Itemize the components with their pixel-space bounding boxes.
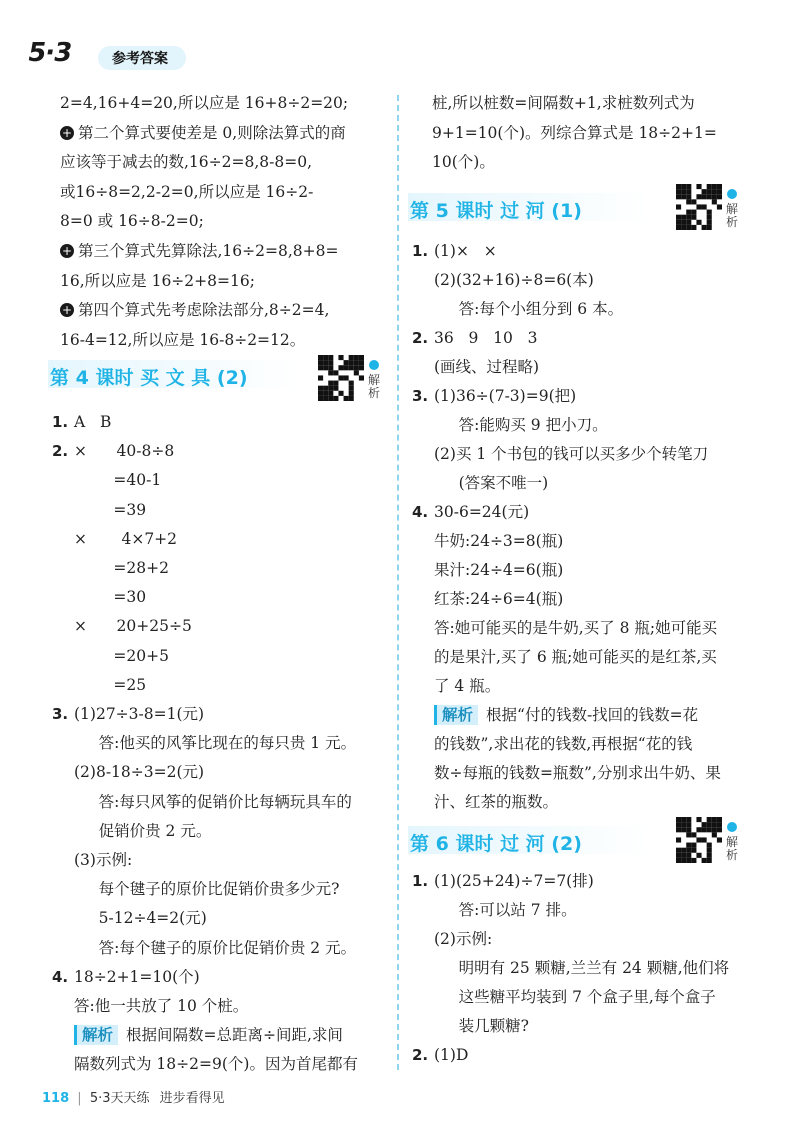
text-line: [412, 502, 529, 522]
question-number: 3.: [52, 705, 69, 723]
text-line: [52, 850, 132, 870]
text-line: [52, 821, 211, 841]
line-text: (1)27÷3-8=1(元): [74, 705, 205, 723]
qr-code-lesson-5[interactable]: [676, 184, 722, 230]
text-line: [52, 938, 356, 958]
line-text: 18÷2+1=10(个): [74, 967, 200, 986]
text-line: [60, 182, 313, 202]
text-line: [52, 529, 177, 549]
line-text: 36 9 10 3: [434, 329, 538, 347]
line-text: 每个毽子的原价比促销价贵多少元?: [74, 880, 340, 899]
line-text: 第三个算式先算除法,16÷2=8,8+8=: [78, 242, 339, 260]
text-line: [412, 705, 698, 725]
text-line: [412, 328, 538, 348]
text-line: [412, 357, 539, 377]
analysis-tag: 解析: [434, 705, 478, 725]
text-line: [60, 211, 204, 231]
line-text: 答:她可能买的是牛奶,买了 8 瓶;她可能买: [434, 619, 718, 637]
line-text: 了 4 瓶。: [434, 677, 501, 695]
line-text: 应该等于减去的数,16÷2=8,8-8=0,: [60, 153, 313, 172]
line-text: =39: [74, 500, 147, 519]
text-line: [412, 386, 576, 406]
line-text: =25: [74, 675, 147, 694]
question-number: 1.: [412, 242, 429, 260]
line-text: 10(个)。: [432, 153, 495, 172]
line-text: 根据间隔数=总距离÷间距,求间: [126, 1026, 343, 1045]
line-text: =30: [74, 588, 147, 607]
text-line: [412, 958, 729, 978]
line-text: × 20+25÷5: [74, 617, 192, 636]
text-line: [412, 241, 497, 261]
text-line: [412, 444, 708, 464]
question-number: 3.: [412, 387, 429, 405]
line-text: (1)D: [434, 1046, 469, 1064]
text-line: [52, 733, 356, 753]
question-number: 2.: [412, 329, 429, 347]
line-text: × 40-8÷8: [74, 442, 175, 461]
text-line: [412, 473, 548, 493]
line-text: (1)36÷(7-3)=9(把): [434, 387, 577, 405]
qr-code-lesson-6[interactable]: [676, 817, 722, 863]
text-line: [60, 300, 329, 320]
line-text: (2)8-18÷3=2(元): [74, 763, 205, 782]
line-text: 8=0 或 16÷8-2=0;: [60, 212, 204, 231]
line-text: 答:他买的风筝比现在的每只贵 1 元。: [74, 734, 357, 753]
text-line: [60, 330, 305, 350]
line-text: 牛奶:24÷3=8(瓶): [434, 532, 564, 550]
text-line: [52, 996, 248, 1016]
lesson-5-title: 第 5 课时 过 河 (1): [410, 200, 582, 222]
text-line: [412, 415, 608, 435]
lesson-4-title: 第 4 课时 买 文 具 (2): [50, 367, 248, 389]
text-line: [412, 734, 692, 754]
line-text: 的是果汁,买了 6 瓶;她可能买的是红茶,买: [434, 648, 717, 666]
line-text: 16-4=12,所以应是 16-8÷2=12。: [60, 330, 306, 349]
line-text: 第二个算式要使差是 0,则除法算式的商: [78, 123, 346, 142]
analysis-tag: 解析: [74, 1025, 118, 1045]
line-text: 5-12÷4=2(元): [74, 909, 207, 928]
line-text: 桩,所以桩数=间隔数+1,求桩数列式为: [432, 94, 695, 112]
text-line: [412, 900, 577, 920]
text-line: [52, 558, 169, 578]
line-text: A B: [74, 413, 112, 431]
qr-code-lesson-4[interactable]: [318, 355, 364, 401]
line-text: 装几颗糖?: [434, 1017, 529, 1035]
plus-bullet-icon: +: [61, 303, 73, 318]
qr-label-lesson-4: 解析: [368, 373, 381, 400]
text-line: [52, 1054, 358, 1074]
line-text: (2)买 1 个书包的钱可以买多少个转笔刀: [434, 445, 709, 463]
text-line: [52, 587, 146, 607]
footer-separator: |: [77, 1091, 82, 1106]
line-text: 9+1=10(个)。列综合算式是 18÷2+1=: [432, 123, 717, 142]
text-line: [412, 1016, 529, 1036]
text-line: [52, 441, 174, 461]
line-text: 红茶:24÷6=4(瓶): [434, 590, 564, 608]
text-line: [412, 676, 500, 696]
line-text: 明明有 25 颗糖,兰兰有 24 颗糖,他们将: [434, 959, 730, 977]
text-line: [432, 123, 717, 143]
text-line: [412, 929, 492, 949]
play-dot-icon: [727, 822, 737, 832]
text-line: [52, 616, 192, 636]
line-text: 答:可以站 7 排。: [434, 901, 577, 919]
text-line: [52, 646, 169, 666]
line-text: 答:他一共放了 10 个桩。: [74, 997, 249, 1015]
header-title: 参考答案: [112, 51, 168, 67]
text-line: [412, 763, 721, 783]
question-number: 2.: [412, 1046, 429, 1064]
line-text: 果汁:24÷4=6(瓶): [434, 561, 564, 579]
play-dot-icon: [727, 189, 737, 199]
line-text: 答:每个毽子的原价比促销价贵 2 元。: [74, 938, 357, 957]
text-line: [60, 152, 312, 172]
line-text: 的钱数”,求出花的钱数,再根据“花的钱: [434, 735, 693, 753]
text-line: [412, 792, 558, 812]
text-line: [52, 792, 352, 812]
text-line: [412, 871, 594, 891]
line-text: 答:每只风筝的促销价比每辆玩具车的: [74, 792, 352, 811]
text-line: [52, 704, 204, 724]
qr-label-lesson-6: 解析: [726, 835, 739, 862]
line-text: =28+2: [74, 559, 169, 577]
line-text: 30-6=24(元): [434, 503, 530, 521]
text-line: [412, 589, 563, 609]
text-line: [52, 762, 204, 782]
line-text: 隔数列式为 18÷2=9(个)。因为首尾都有: [74, 1055, 358, 1074]
line-text: 数÷每瓶的钱数=瓶数”,分别求出牛奶、果: [434, 764, 721, 782]
text-line: [412, 1045, 468, 1065]
line-text: (3)示例:: [74, 851, 133, 869]
line-text: (1)(25+24)÷7=7(排): [434, 872, 594, 890]
text-line: [60, 241, 338, 261]
line-text: 2=4,16+4=20,所以应是 16+8÷2=20;: [60, 94, 349, 112]
line-text: (1)× ×: [434, 242, 497, 260]
column-divider: [397, 95, 399, 1070]
question-number: 2.: [52, 442, 69, 461]
text-line: [52, 412, 111, 432]
text-line: [60, 123, 346, 143]
line-text: (画线、过程略): [434, 358, 540, 376]
text-line: [412, 560, 563, 580]
text-line: [60, 93, 348, 113]
line-text: (2)(32+16)÷8=6(本): [434, 271, 594, 289]
text-line: [52, 1025, 343, 1045]
line-text: 答:能购买 9 把小刀。: [434, 416, 608, 434]
text-line: [432, 152, 495, 172]
footer-slogan: 进步看得见: [159, 1091, 225, 1106]
plus-bullet-icon: +: [61, 244, 73, 258]
line-text: (答案不唯一): [434, 474, 549, 492]
logo: [25, 38, 86, 74]
line-text: =40-1: [74, 471, 162, 490]
text-line: [52, 879, 339, 899]
line-text: 根据“付的钱数-找回的钱数=花: [486, 706, 699, 724]
text-line: [432, 93, 695, 113]
line-text: 答:每个小组分到 6 本。: [434, 300, 624, 318]
logo-text: 5·3: [25, 38, 74, 68]
question-number: 4.: [52, 967, 69, 986]
text-line: [52, 470, 161, 490]
line-text: 汁、红茶的瓶数。: [434, 793, 559, 811]
line-text: =20+5: [74, 646, 169, 665]
plus-bullet-icon: +: [61, 125, 73, 140]
question-number: 1.: [412, 872, 429, 890]
line-text: 16,所以应是 16÷2+8=16;: [60, 271, 255, 290]
text-line: [412, 618, 717, 638]
text-line: [52, 500, 146, 520]
text-line: [412, 647, 717, 667]
text-line: [412, 531, 563, 551]
footer-brand: 5·3天天练: [89, 1091, 150, 1106]
line-text: × 4×7+2: [74, 529, 178, 548]
play-dot-icon: [369, 360, 379, 370]
question-number: 4.: [412, 503, 429, 521]
line-text: 第四个算式先考虑除法部分,8÷2=4,: [78, 301, 330, 320]
text-line: [60, 271, 255, 291]
text-line: [52, 908, 207, 928]
question-number: 1.: [52, 413, 69, 431]
line-text: (2)示例:: [434, 930, 493, 948]
footer: [42, 1087, 225, 1106]
line-text: 这些糖平均装到 7 个盒子里,每个盒子: [434, 988, 716, 1006]
text-line: [412, 987, 716, 1007]
line-text: 或16÷8=2,2-2=0,所以应是 16÷2-: [60, 182, 314, 201]
text-line: [52, 675, 146, 695]
text-line: [52, 967, 200, 987]
text-line: [412, 270, 594, 290]
page-number: 118: [42, 1091, 70, 1106]
text-line: [412, 299, 623, 319]
qr-label-lesson-5: 解析: [726, 202, 739, 229]
line-text: 促销价贵 2 元。: [74, 821, 212, 840]
lesson-6-title: 第 6 课时 过 河 (2): [410, 833, 582, 855]
